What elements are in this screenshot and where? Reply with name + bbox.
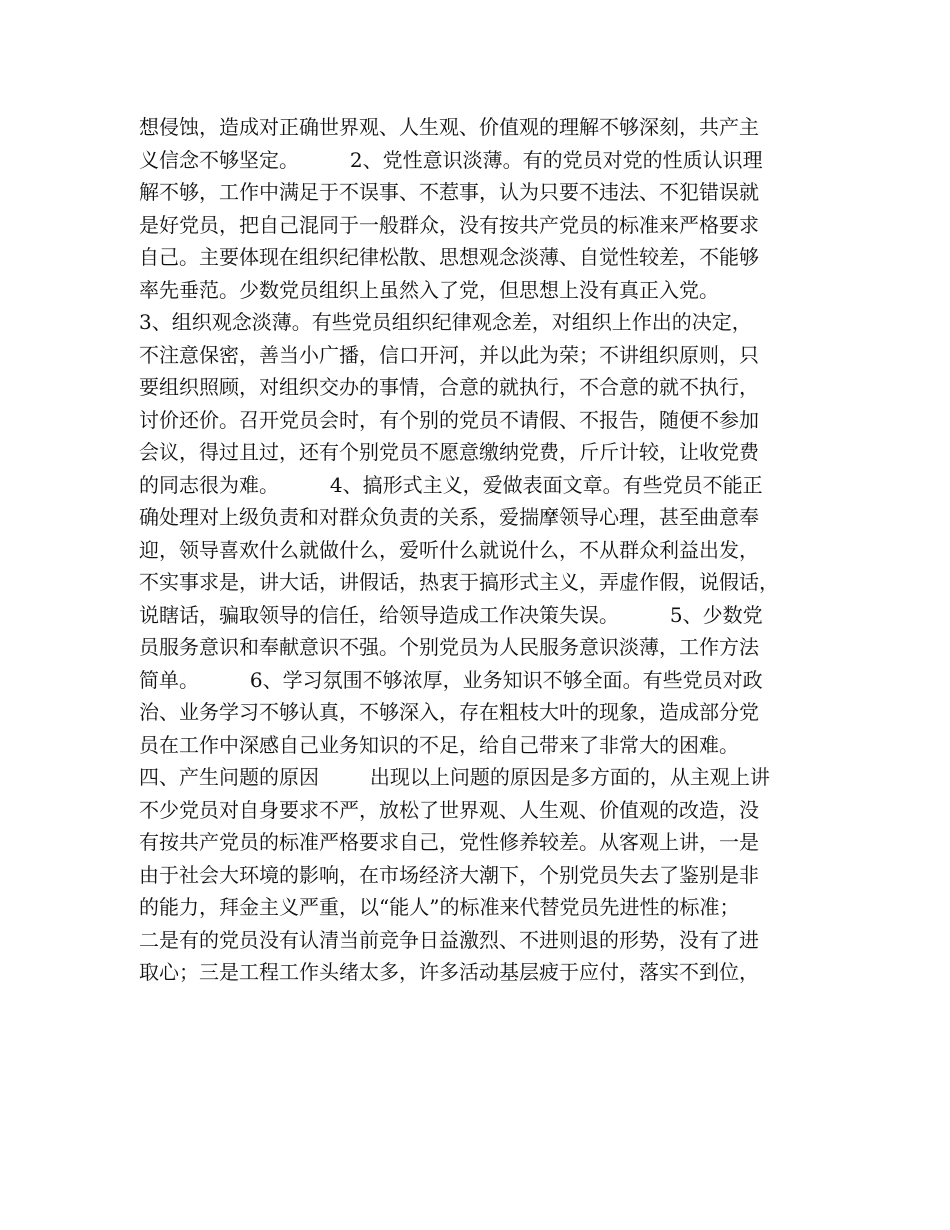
text-line: 的能力，拜金主义严重，以“能人”的标准来代替党员先进性的标准； [139,895,740,919]
text-line: 自己。主要体现在组织纪律松散、思想观念淡薄、自觉性较差，不能够 [139,245,759,269]
text-line: 解不够，工作中满足于不误事、不惹事，认为只要不违法、不犯错误就 [139,180,759,204]
text-line: 二是有的党员没有认清当前竞争日益激烈、不进则退的形势，没有了进 [139,927,759,952]
text-line: 由于社会大环境的影响，在市场经济大潮下，个别党员失去了鉴别是非 [139,862,759,887]
text-line: 要组织照顾，对组织交办的事情，合意的就执行，不合意的就不执行， [139,375,759,399]
text-line: 的同志很为难。 4、搞形式主义，爱做表面文章。有些党员不能正 [139,472,763,497]
text-line: 不少党员对自身要求不严，放松了世界观、人生观、价值观的改造，没 [139,797,759,822]
text-line: 会议，得过且过，还有个别党员不愿意缴纳党费，斤斤计较，让收党费 [139,440,759,464]
text-line: 是好党员，把自己混同于一般群众，没有按共产党员的标准来严格要求 [139,212,759,237]
text-line: 四、产生问题的原因 出现以上问题的原因是多方面的，从主观上讲 [139,765,770,789]
text-line: 员服务意识和奉献意识不强。个别党员为人民服务意识淡薄，工作方法 [139,635,759,659]
text-line: 不实事求是，讲大话，讲假话，热衷于搞形式主义，弄虚作假，说假话， [139,570,779,594]
text-line: 员在工作中深感自己业务知识的不足，给自己带来了非常大的困难。 [139,732,739,757]
text-line: 有按共产党员的标准严格要求自己，党性修养较差。从客观上讲，一是 [139,830,759,854]
text-line: 义信念不够坚定。 2、党性意识淡薄。有的党员对党的性质认识理 [139,147,763,172]
text-line: 取心；三是工程工作头绪太多，许多活动基层疲于应付，落实不到位， [139,960,759,984]
text-line: 讨价还价。召开党员会时，有个别的党员不请假、不报告，随便不参加 [139,407,759,432]
text-line: 不注意保密，善当小广播，信口开河，并以此为荣；不讲组织原则，只 [139,342,759,367]
body-text [139,111,819,989]
text-line: 简单。 6、学习氛围不够浓厚，业务知识不够全面。有些党员对政 [139,667,763,692]
text-line: 治、业务学习不够认真，不够深入，存在粗枝大叶的现象，造成部分党 [139,700,759,724]
text-line: 迎，领导喜欢什么就做什么，爱听什么就说什么，不从群众利益出发， [139,537,759,562]
text-line: 率先垂范。少数党员组织上虽然入了党，但思想上没有真正入党。 [139,277,719,302]
text-line: 3、组织观念淡薄。有些党员组织纪律观念差，对组织上作出的决定， [139,310,752,334]
text-line: 说瞎话，骗取领导的信任，给领导造成工作决策失误。 5、少数党 [139,602,763,627]
text-line: 想侵蚀，造成对正确世界观、人生观、价值观的理解不够深刻，共产主 [139,115,759,139]
text-line: 确处理对上级负责和对群众负责的关系，爱揣摩领导心理，甚至曲意奉 [139,505,759,529]
